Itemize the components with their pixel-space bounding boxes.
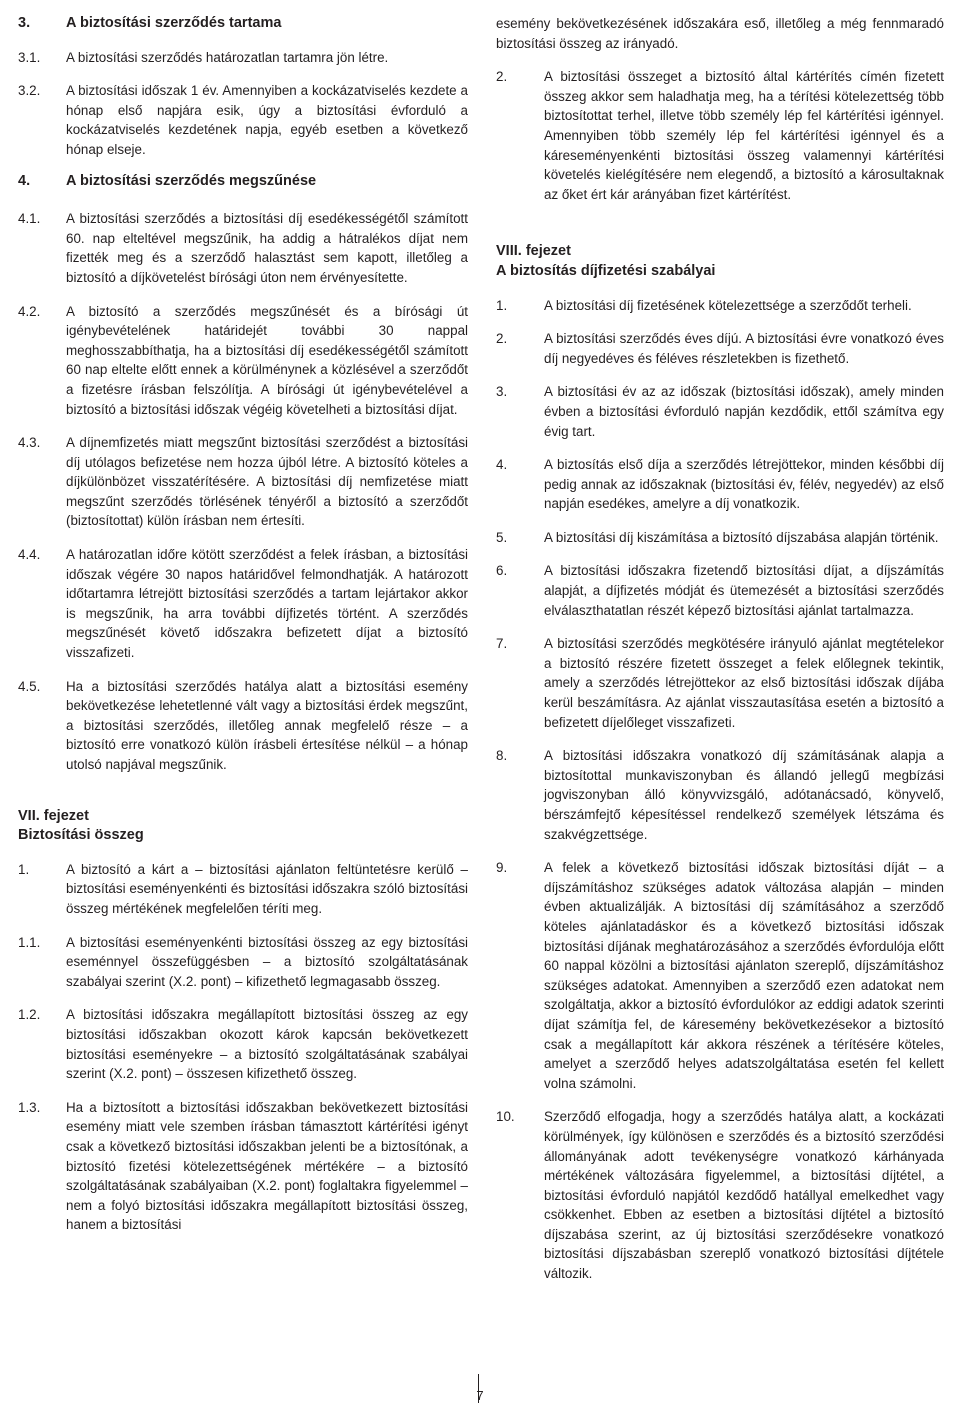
clause-text: A díjnemfizetés miatt megszűnt biztosítási szerződést a biztosítási díj utólagos befizetése nem hozza újból létre. A biztosító köteles a díjkülönbözet visszatérítésére. A biztosítási díj nemfizetése miatt megszűnt szerződés törlésének tényéről a biztosító a szerződőt (biztosítottat) külön írásban nem értesíti.	[66, 435, 468, 529]
clause-text: A biztosítási szerződés határozatlan tartamra jön létre.	[66, 49, 389, 65]
clause-viii-2	[496, 329, 944, 368]
clause-number: 1.1.	[18, 934, 41, 950]
clause-vii-1-1	[18, 933, 468, 992]
clause-number: 4.	[496, 457, 508, 473]
continued-text: esemény bekövetkezésének időszakára eső, illetőleg a még fennmaradó biztosítási összeg az irányadó.	[496, 16, 944, 51]
clause-text: A biztosítás első díja a szerződés létrejöttekor, minden későbbi díj pedig annak az időszaknak (biztosítási év, félév, negyedév) az első napján esedékes, amelyre a díj vonatkozik.	[544, 457, 944, 512]
clause-4-1	[18, 209, 468, 287]
clause-text: A biztosítási díj kiszámítása a biztosító díjszabása alapján történik.	[544, 529, 939, 545]
chapter-7-label: VII. fejezet	[18, 807, 89, 824]
left-column	[18, 14, 468, 1235]
section-title: A biztosítási szerződés megszűnése	[66, 172, 317, 189]
clause-viii-6	[496, 561, 944, 620]
clause-text: A biztosítási összeget a biztosító által kártérítés címén fizetett összeg akkor sem haladhatja meg, ha a térítési kötelezettség több biztosítottat terhel, illetve több személy lép fel kártérítési igénnyel. Amennyiben több személy lép fel kártérítési igénnyel és a káreseményenkénti biztosítási összeg valamennyi kártérítési követelés kielégítésére nem elegendő, a biztosító a károsultaknak az őket ért kár arányában fizet kártérítést.	[544, 69, 944, 202]
clause-text: Ha a biztosított a biztosítási időszakban bekövetkezett biztosítási esemény miatt vele szemben írásban támasztott kártérítési igényt csak a következő biztosítási időszakban jelenti be a biztosítónak, a biztosító fizetési kötelezettségének mértékére – a biztosító szolgáltatásának szabályaiban (X.2. pont) foglaltakra figyelemmel – nem a folyó biztosítási időszakra megállapított biztosítási összeg, hanem a biztosítási	[66, 1099, 468, 1233]
clause-3-2	[18, 81, 468, 159]
clause-text: A biztosítási szerződés éves díjú. A biztosítási évre vonatkozó éves díj negyedéves és féléves részletekben is fizethető.	[544, 331, 944, 366]
clause-number: 5.	[496, 529, 508, 545]
clause-number: 4.3.	[18, 435, 41, 451]
clause-text: Ha a biztosítási szerződés hatálya alatt a biztosítási esemény bekövetkezése lehetetlenné vált vagy a biztosítási érdek megszűnt, a biztosítási szerződés, illetőleg annak megfelelő része – a biztosító erre vonatkozó külön írásbeli értesítése nélkül – a hónap utolsó napjával megszűnik.	[66, 678, 468, 772]
clause-4-2	[18, 302, 468, 420]
clause-text: A határozatlan időre kötött szerződést a felek írásban, a biztosítási időszak végére 30 napos határidővel felmondhatják. A határozott időtartamra létrejött biztosítási szerződés a tartam lejártakor akkor is megszűnik, ha arra további díjfizetés történt. A szerződés megszűnését követő időszakra befizetett díjat a biztosító visszafizeti.	[66, 547, 468, 661]
clause-text: A biztosítási időszakra fizetendő biztosítási díjat, a díjszámítás alapját, a díjfizetés módját és ütemezését a biztosítási szerződés elválaszthatatlan részét képező biztosítási ajánlat tartalmazza.	[544, 563, 944, 618]
clause-text: A biztosítási év az az időszak (biztosítási időszak), amely minden évben a biztosítási évforduló napján kezdődik, ettől számítva egy évig tart.	[544, 384, 944, 439]
clause-viii-10	[496, 1107, 944, 1283]
section-number: 4.	[18, 172, 31, 189]
clause-number: 2.	[496, 69, 508, 85]
clause-text: A biztosító a kárt a – biztosítási ajánlaton feltüntetésre kerülő – biztosítási eseményenkénti és biztosítási időszakra szóló biztosítási összeg mértékének megfelelően téríti meg.	[66, 861, 468, 916]
clause-3-1	[18, 48, 468, 68]
clause-number: 2.	[496, 331, 508, 347]
clause-number: 3.	[496, 384, 508, 400]
clause-4-4	[18, 545, 468, 663]
clause-text: A biztosítási időszakra vonatkozó díj számításának alapja a biztosítottal munkaviszonyban és állandó jellegű megbízási jogviszonyban álló könyvvizsgáló, adótanácsadó, könyvelő, bérszámfejtő képesítéssel rendelkező személyek létszáma és szakvégzettsége.	[544, 748, 944, 842]
clause-4-3	[18, 433, 468, 531]
clause-4-5	[18, 677, 468, 775]
clause-text: A biztosítási díj fizetésének kötelezettsége a szerződőt terheli.	[544, 297, 912, 313]
clause-viii-8	[496, 746, 944, 844]
clause-number: 3.2.	[18, 83, 41, 99]
page-number: 7	[476, 1388, 484, 1403]
clause-vii-1-2	[18, 1005, 468, 1083]
clause-text: A biztosító a szerződés megszűnését és a bírósági út igénybevételének határidejét további 30 nappal meghosszabbíthatja, ha a biztosítási díj esedékességétől számított 60 nap eltelte előtt ennek a körülménynek a közlésével a szerződőt a fizetésre írásban felszólítja. A bírósági út igénybevételével a biztosító a biztosítási időszak végéig követelheti a biztosítási díjat.	[66, 303, 468, 417]
clause-text: A felek a következő biztosítási időszak biztosítási díját – a díjszámításhoz szükséges adatok változása alapján – minden évben aktualizálják. A biztosítási díj számításához a szerződő köteles ajánlatadáskor és a következő biztosítási időszak biztosítási díjának meghatározásához a szerződés évfordulója előtt 60 nappal közölni a biztosítási ajánlaton szereplő, díjszámításhoz szükséges adatokat. Amennyiben a szerződő ezen adatokat nem szolgáltatja, akkor a biztosító évfordulókor az eddigi adatok szerinti díjat számítja fel, de káresemény bekövetkezésekor a biztosító csak a megállapított kár akkora részének a térítésére köteles, amelyet a szerződő helyes adatszolgáltatása esetén fel kellett volna számolni.	[544, 860, 944, 1091]
clause-number: 8.	[496, 748, 508, 764]
chapter-7-title: Biztosítási összeg	[18, 827, 144, 844]
clause-viii-4	[496, 455, 944, 514]
clause-text: Szerződő elfogadja, hogy a szerződés hatálya alatt, a kockázati körülmények, így különösen e szerződés és a biztosító szerződési állományának adott tevékenységre vonatkozó kárhányada mértékének változására figyelemmel, a biztosítási díjtétel, a biztosítási évforduló napjától kezdődő hatállyal emelkedhet vagy csökkenhet. Ebben az esetben a biztosítási díjtétel a biztosító díjszabása szerint, az új biztosítási szerződésekre vonatkozó biztosítási díjszabásban szereplő vonatkozó biztosítási díjtétele változik.	[544, 1109, 944, 1282]
clause-number: 7.	[496, 636, 508, 652]
clause-text: A biztosítási időszakra megállapított biztosítási összeg az egy biztosítási időszakban okozott károk kapcsán bekövetkezett biztosítási eseményekre – a biztosító szolgáltatásának szabályai szerint (X.2. pont) – összesen kifizethető összeg.	[66, 1007, 468, 1082]
clause-number: 1.	[18, 861, 30, 877]
clause-number: 6.	[496, 563, 508, 579]
clause-text: A biztosítási szerződés megkötésére irányuló ajánlat megtételekor a biztosító részére fizetett összeget a felek előlegnek tekintik, amely a szerződés létrejöttekor az első biztosítási időszak díjába kerül beszámításra. Az ajánlat visszautasítása esetén a biztosító a befizetett díjelőleget visszafizeti.	[544, 636, 944, 730]
clause-number: 1.	[496, 297, 508, 313]
clause-number: 9.	[496, 860, 508, 876]
clause-number: 4.4.	[18, 547, 41, 563]
clause-number: 4.1.	[18, 211, 41, 227]
clause-viii-3	[496, 382, 944, 441]
clause-viii-1	[496, 296, 944, 316]
clause-number: 4.5.	[18, 678, 41, 694]
clause-number: 3.1.	[18, 49, 41, 65]
clause-vii-1-3	[18, 1098, 468, 1235]
clause-viii-7	[496, 634, 944, 732]
chapter-8-label: VIII. fejezet	[496, 243, 571, 260]
clause-number: 10.	[496, 1109, 515, 1125]
chapter-8-title: A biztosítás díjfizetési szabályai	[496, 262, 716, 279]
clause-text: A biztosítási szerződés a biztosítási díj esedékességétől számított 60. nap elteltével megszűnik, ha addig a hátralékos díjat nem fizették meg és a szerződő halasztást sem kapott, illetőleg a biztosító a díjkövetelést bírósági úton nem érvényesítette.	[66, 211, 468, 285]
section-number: 3.	[18, 15, 31, 31]
clause-text: A biztosítási időszak 1 év. Amennyiben a kockázatviselés kezdete a hónap első napjára esik, úgy a biztosítási évforduló a kockázatviselés kezdetének napja, egyéb esetben a következő hónap elseje.	[66, 83, 468, 157]
clause-viii-5	[496, 528, 944, 548]
clause-number: 1.2.	[18, 1007, 41, 1023]
clause-viii-9	[496, 858, 944, 1093]
section-heading-3	[18, 14, 468, 34]
clause-number: 4.2.	[18, 303, 41, 319]
section-title: A biztosítási szerződés tartama	[66, 15, 282, 31]
clause-text: A biztosítási eseményenkénti biztosítási összeg az egy biztosítási eseménnyel összefüggésben – a biztosító szolgáltatásának szabályai szerint (X.2. pont) – kifizethető legmagasabb összeg.	[66, 934, 468, 989]
clause-vii-1	[18, 860, 468, 919]
right-column	[496, 14, 944, 1284]
clause-number: 1.3.	[18, 1099, 41, 1115]
section-heading-4	[18, 172, 468, 192]
clause-vii-2	[496, 67, 944, 204]
